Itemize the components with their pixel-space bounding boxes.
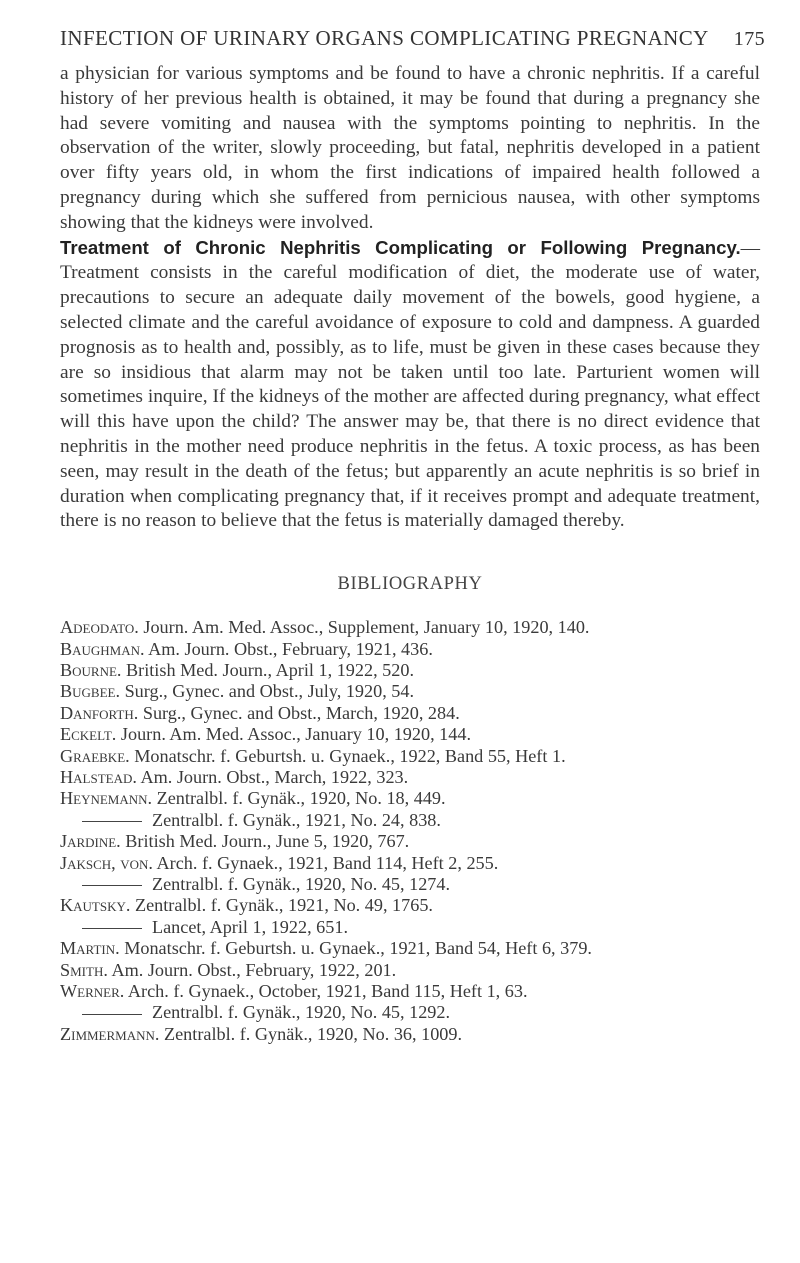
body-text xyxy=(60,62,760,534)
section-text: —Treatment consists in the careful modification of diet, the moderate use of water, precautions to secure an adequate daily movement of the bowels, good hygiene, a selected climate and the careful avoidance of exposure to cold and dampness. A guarded prognosis as to health and, possibly, as to life, must be given in these cases because they are so insidious that alarm may not be taken until too late. Parturient women will sometimes inquire, If the kidneys of the mother are affected during pregnancy, what effect will this have upon the child? The answer may be, that there is no direct evidence that nephritis in the mother need produce nephritis in the fetus. A toxic process, as has been seen, may result in the death of the fetus; but apparently an acute nephritis is so brief in duration when complicating pregnancy that, if it receives prompt and adequate treatment, there is no reason to believe that the fetus is materially damaged thereby. xyxy=(60,237,760,532)
bibliography-author: Danforth. xyxy=(60,702,139,723)
bibliography-entry xyxy=(60,895,760,916)
bibliography-author: Halstead. xyxy=(60,766,137,787)
bibliography-title: BIBLIOGRAPHY xyxy=(337,574,483,595)
bibliography-list xyxy=(60,617,760,1045)
bibliography-reference: Am. Journ. Obst., February, 1922, 201. xyxy=(111,959,397,980)
page-number: 175 xyxy=(733,28,765,50)
bibliography-reference: Monatschr. f. Geburtsh. u. Gynaek., 1921, Band 54, Heft 6, 379. xyxy=(124,938,592,959)
bibliography-author: Zimmermann. xyxy=(60,1023,160,1044)
bibliography-entry xyxy=(60,788,760,809)
bibliography-author: Martin. xyxy=(60,938,120,959)
bibliography-entry xyxy=(60,981,760,1002)
bibliography-author: Eckelt. xyxy=(60,724,117,745)
book-page xyxy=(60,22,765,1045)
bibliography-entry xyxy=(60,660,760,681)
bibliography-reference: Zentralbl. f. Gynäk., 1920, No. 18, 449. xyxy=(156,788,446,809)
bibliography-reference: Am. Journ. Obst., March, 1922, 323. xyxy=(140,766,409,787)
bibliography-reference: Arch. f. Gynaek., October, 1921, Band 115, Heft 1, 63. xyxy=(127,981,528,1002)
bibliography-author: Heynemann. xyxy=(60,788,153,809)
bibliography-reference: Journ. Am. Med. Assoc., Supplement, January 10, 1920, 140. xyxy=(143,617,590,638)
bibliography-reference: Surg., Gynec. and Obst., July, 1920, 54. xyxy=(124,681,415,702)
bibliography-author: Graebke. xyxy=(60,745,130,766)
running-title: INFECTION OF URINARY ORGANS COMPLICATING PREGNANCY xyxy=(60,26,709,50)
bibliography-reference: Monatschr. f. Geburtsh. u. Gynaek., 1922, Band 55, Heft 1. xyxy=(134,745,566,766)
ditto-dash xyxy=(82,885,142,886)
bibliography-entry xyxy=(60,1024,760,1045)
bibliography-entry xyxy=(60,639,760,660)
bibliography-author: Bugbee. xyxy=(60,681,121,702)
bibliography-reference: Zentralbl. f. Gynäk., 1920, No. 45, 1274. xyxy=(152,874,451,895)
paragraph-nephritis-history: a physician for various symptoms and be found to have a chronic nephritis. If a careful history of her previous health is obtained, it may be found that during a pregnancy she had severe vomiting and nausea with the symptoms pointing to nephritis. In the observation of the writer, slowly proceeding, but fatal, nephritis developed in a patient over fifty years old, in whom the first indications of impaired health followed a pregnancy during which she suffered from pernicious nausea, with other symptoms showing that the kidneys were involved. xyxy=(60,63,760,233)
bibliography-entry xyxy=(60,810,760,831)
bibliography-entry xyxy=(60,960,760,981)
bibliography-author: Adeodato. xyxy=(60,617,139,638)
bibliography-author: Bourne. xyxy=(60,659,122,680)
bibliography-author: Jaksch, von. xyxy=(60,852,153,873)
bibliography-entry xyxy=(60,938,760,959)
bibliography-reference: Surg., Gynec. and Obst., March, 1920, 284. xyxy=(142,702,460,723)
bibliography-entry xyxy=(60,1002,760,1023)
bibliography-entry xyxy=(60,767,760,788)
bibliography-reference: Arch. f. Gynaek., 1921, Band 114, Heft 2, 255. xyxy=(156,852,499,873)
paragraph-treatment xyxy=(60,236,760,535)
bibliography-entry xyxy=(60,617,760,638)
bibliography-author: Kautsky. xyxy=(60,895,131,916)
bibliography-entry xyxy=(60,703,760,724)
bibliography-author: Werner. xyxy=(60,981,125,1002)
bibliography-entry xyxy=(60,831,760,852)
bibliography-author: Baughman. xyxy=(60,638,145,659)
bibliography-reference: Am. Journ. Obst., February, 1921, 436. xyxy=(148,638,433,659)
bibliography-entry xyxy=(60,681,760,702)
bibliography-reference: British Med. Journ., June 5, 1920, 767. xyxy=(125,831,410,852)
bibliography-reference: Lancet, April 1, 1922, 651. xyxy=(152,916,348,937)
ditto-dash xyxy=(82,1014,142,1015)
bibliography-author: Smith. xyxy=(60,959,108,980)
bibliography-entry xyxy=(60,853,760,874)
bibliography-reference: British Med. Journ., April 1, 1922, 520. xyxy=(126,659,414,680)
bibliography-reference: Zentralbl. f. Gynäk., 1920, No. 36, 1009. xyxy=(164,1023,463,1044)
section-heading: Treatment of Chronic Nephritis Complicating or Following Pregnancy. xyxy=(60,236,741,258)
ditto-dash xyxy=(82,928,142,929)
bibliography-reference: Zentralbl. f. Gynäk., 1921, No. 49, 1765. xyxy=(134,895,433,916)
bibliography-author: Jardine. xyxy=(60,831,121,852)
running-header xyxy=(60,22,765,56)
bibliography-entry xyxy=(60,746,760,767)
bibliography-reference: Zentralbl. f. Gynäk., 1920, No. 45, 1292. xyxy=(152,1002,451,1023)
bibliography-entry xyxy=(60,724,760,745)
bibliography-reference: Zentralbl. f. Gynäk., 1921, No. 24, 838. xyxy=(152,809,441,830)
bibliography-reference: Journ. Am. Med. Assoc., January 10, 1920, 144. xyxy=(120,724,471,745)
bibliography-entry xyxy=(60,917,760,938)
bibliography-entry xyxy=(60,874,760,895)
ditto-dash xyxy=(82,821,142,822)
